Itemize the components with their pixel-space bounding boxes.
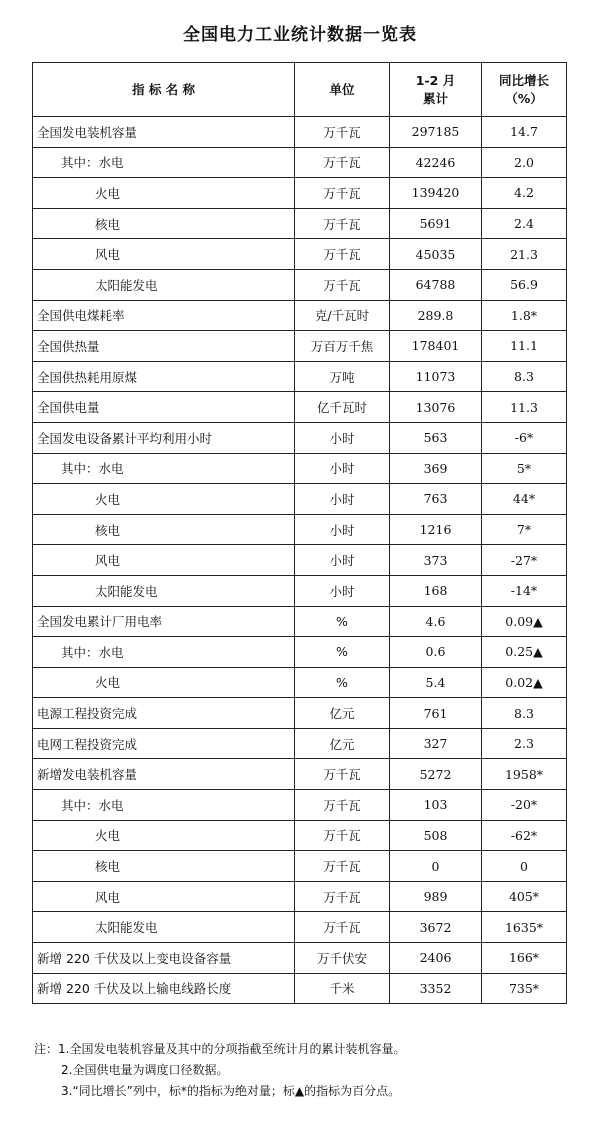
header-cumulative-line2: 累计 [422, 90, 448, 106]
unit-cell: 万千瓦 [295, 147, 390, 178]
yoy-growth-cell: 4.2 [482, 178, 567, 209]
unit-cell: 万千瓦 [295, 790, 390, 821]
footnote-3: 3.“同比增长”列中，标*的指标为绝对量；标▲的指标为百分点。 [61, 1084, 401, 1098]
table-row [33, 269, 567, 300]
indicator-name-cell: 电源工程投资完成 [33, 698, 295, 729]
yoy-growth-cell: 0.02▲ [482, 667, 567, 698]
table-row [33, 331, 567, 362]
table-row [33, 117, 567, 148]
indicator-name-cell: 其中：水电 [33, 790, 295, 821]
yoy-growth-cell: 2.0 [482, 147, 567, 178]
yoy-growth-cell: 0 [482, 851, 567, 882]
yoy-growth-cell: 1958* [482, 759, 567, 790]
indicator-name-cell: 核电 [33, 208, 295, 239]
unit-cell: 万千瓦 [295, 820, 390, 851]
indicator-name-cell: 太阳能发电 [33, 575, 295, 606]
indicator-name-cell: 核电 [33, 514, 295, 545]
cumulative-value-cell: 0.6 [390, 637, 482, 668]
cumulative-value-cell: 373 [390, 545, 482, 576]
yoy-growth-cell: 8.3 [482, 698, 567, 729]
yoy-growth-cell: -6* [482, 422, 567, 453]
cumulative-value-cell: 42246 [390, 147, 482, 178]
cumulative-value-cell: 0 [390, 851, 482, 882]
indicator-name-cell: 全国供电煤耗率 [33, 300, 295, 331]
indicator-name-cell: 风电 [33, 545, 295, 576]
unit-cell: 亿元 [295, 698, 390, 729]
indicator-name-cell: 火电 [33, 820, 295, 851]
table-row [33, 545, 567, 576]
header-yoy-growth [482, 63, 567, 117]
cumulative-value-cell: 369 [390, 453, 482, 484]
unit-cell: 万吨 [295, 361, 390, 392]
table-body [33, 117, 567, 1004]
page-title: 全国电力工业统计数据一览表 [183, 25, 417, 45]
yoy-growth-cell: -14* [482, 575, 567, 606]
table-row [33, 484, 567, 515]
indicator-name-cell: 全国发电装机容量 [33, 117, 295, 148]
indicator-name-cell: 其中：水电 [33, 453, 295, 484]
unit-cell: 万千瓦 [295, 117, 390, 148]
yoy-growth-cell: 14.7 [482, 117, 567, 148]
unit-cell: 小时 [295, 422, 390, 453]
unit-cell: 小时 [295, 545, 390, 576]
unit-cell: 万千瓦 [295, 851, 390, 882]
indicator-name-cell: 核电 [33, 851, 295, 882]
table-row [33, 300, 567, 331]
indicator-name-cell: 全国供电量 [33, 392, 295, 423]
yoy-growth-cell: 8.3 [482, 361, 567, 392]
cumulative-value-cell: 563 [390, 422, 482, 453]
indicator-name-cell: 火电 [33, 484, 295, 515]
header-growth-line1: 同比增长 [498, 72, 549, 88]
cumulative-value-cell: 3672 [390, 912, 482, 943]
indicator-name-cell: 全国供热耗用原煤 [33, 361, 295, 392]
unit-cell: % [295, 606, 390, 637]
indicator-name-cell: 太阳能发电 [33, 912, 295, 943]
indicator-name-cell: 太阳能发电 [33, 269, 295, 300]
indicator-name-cell: 风电 [33, 881, 295, 912]
table-row [33, 575, 567, 606]
yoy-growth-cell: 5* [482, 453, 567, 484]
cumulative-value-cell: 5691 [390, 208, 482, 239]
unit-cell: 克/千瓦时 [295, 300, 390, 331]
unit-cell: 小时 [295, 453, 390, 484]
yoy-growth-cell: 21.3 [482, 239, 567, 270]
cumulative-value-cell: 3352 [390, 973, 482, 1004]
cumulative-value-cell: 761 [390, 698, 482, 729]
table-row [33, 851, 567, 882]
unit-cell: 小时 [295, 484, 390, 515]
cumulative-value-cell: 327 [390, 728, 482, 759]
table-row [33, 912, 567, 943]
unit-cell: 万百万千焦 [295, 331, 390, 362]
header-growth-line2: （%） [505, 90, 543, 106]
unit-cell: 万千瓦 [295, 178, 390, 209]
cumulative-value-cell: 2406 [390, 943, 482, 974]
table-row [33, 422, 567, 453]
cumulative-value-cell: 178401 [390, 331, 482, 362]
cumulative-value-cell: 5272 [390, 759, 482, 790]
cumulative-value-cell: 45035 [390, 239, 482, 270]
cumulative-value-cell: 4.6 [390, 606, 482, 637]
table-row [33, 698, 567, 729]
cumulative-value-cell: 11073 [390, 361, 482, 392]
unit-cell: 亿元 [295, 728, 390, 759]
indicator-name-cell: 火电 [33, 178, 295, 209]
yoy-growth-cell: 735* [482, 973, 567, 1004]
table-header-row [33, 63, 567, 117]
yoy-growth-cell: 1.8* [482, 300, 567, 331]
indicator-name-cell: 全国供热量 [33, 331, 295, 362]
cumulative-value-cell: 103 [390, 790, 482, 821]
indicator-name-cell: 新增 220 千伏及以上变电设备容量 [33, 943, 295, 974]
unit-cell: 万千瓦 [295, 881, 390, 912]
yoy-growth-cell: 1635* [482, 912, 567, 943]
unit-cell: 万千瓦 [295, 759, 390, 790]
indicator-name-cell: 其中：水电 [33, 147, 295, 178]
indicator-name-cell: 火电 [33, 667, 295, 698]
unit-cell: % [295, 667, 390, 698]
unit-cell: 小时 [295, 575, 390, 606]
table-row [33, 147, 567, 178]
unit-cell: 千米 [295, 973, 390, 1004]
cumulative-value-cell: 508 [390, 820, 482, 851]
indicator-name-cell: 全国发电累计厂用电率 [33, 606, 295, 637]
indicator-name-cell: 全国发电设备累计平均利用小时 [33, 422, 295, 453]
header-cumulative-line1: 1-2 月 [415, 72, 456, 88]
yoy-growth-cell: 166* [482, 943, 567, 974]
yoy-growth-cell: 0.25▲ [482, 637, 567, 668]
table-row [33, 208, 567, 239]
table-row [33, 637, 567, 668]
table-row [33, 178, 567, 209]
cumulative-value-cell: 168 [390, 575, 482, 606]
unit-cell: % [295, 637, 390, 668]
unit-cell: 万千瓦 [295, 269, 390, 300]
yoy-growth-cell: 7* [482, 514, 567, 545]
unit-cell: 亿千瓦时 [295, 392, 390, 423]
unit-cell: 万千瓦 [295, 208, 390, 239]
yoy-growth-cell: 44* [482, 484, 567, 515]
table-row [33, 820, 567, 851]
cumulative-value-cell: 289.8 [390, 300, 482, 331]
yoy-growth-cell: -20* [482, 790, 567, 821]
yoy-growth-cell: -27* [482, 545, 567, 576]
cumulative-value-cell: 139420 [390, 178, 482, 209]
statistics-table [32, 62, 567, 1004]
table-row [33, 392, 567, 423]
cumulative-value-cell: 297185 [390, 117, 482, 148]
unit-cell: 小时 [295, 514, 390, 545]
cumulative-value-cell: 1216 [390, 514, 482, 545]
indicator-name-cell: 其中：水电 [33, 637, 295, 668]
unit-cell: 万千伏安 [295, 943, 390, 974]
indicator-name-cell: 新增 220 千伏及以上输电线路长度 [33, 973, 295, 1004]
table-row [33, 728, 567, 759]
footnote-1: 注：1.全国发电装机容量及其中的分项指截至统计月的累计装机容量。 [34, 1042, 406, 1056]
table-row [33, 881, 567, 912]
unit-cell: 万千瓦 [295, 239, 390, 270]
header-unit: 单位 [295, 63, 390, 117]
cumulative-value-cell: 763 [390, 484, 482, 515]
table-row [33, 790, 567, 821]
header-cumulative [390, 63, 482, 117]
header-indicator-name: 指 标 名 称 [33, 63, 295, 117]
cumulative-value-cell: 13076 [390, 392, 482, 423]
table-row [33, 943, 567, 974]
yoy-growth-cell: 56.9 [482, 269, 567, 300]
table-row [33, 239, 567, 270]
yoy-growth-cell: 2.4 [482, 208, 567, 239]
yoy-growth-cell: 11.3 [482, 392, 567, 423]
cumulative-value-cell: 989 [390, 881, 482, 912]
indicator-name-cell: 风电 [33, 239, 295, 270]
yoy-growth-cell: 11.1 [482, 331, 567, 362]
cumulative-value-cell: 5.4 [390, 667, 482, 698]
unit-cell: 万千瓦 [295, 912, 390, 943]
table-row [33, 667, 567, 698]
indicator-name-cell: 电网工程投资完成 [33, 728, 295, 759]
table-row [33, 973, 567, 1004]
table-row [33, 453, 567, 484]
yoy-growth-cell: -62* [482, 820, 567, 851]
table-row [33, 361, 567, 392]
footnotes [34, 1039, 405, 1102]
yoy-growth-cell: 2.3 [482, 728, 567, 759]
footnote-2: 2.全国供电量为调度口径数据。 [61, 1063, 229, 1077]
cumulative-value-cell: 64788 [390, 269, 482, 300]
table-row [33, 759, 567, 790]
table-row [33, 514, 567, 545]
table-row [33, 606, 567, 637]
yoy-growth-cell: 405* [482, 881, 567, 912]
yoy-growth-cell: 0.09▲ [482, 606, 567, 637]
indicator-name-cell: 新增发电装机容量 [33, 759, 295, 790]
